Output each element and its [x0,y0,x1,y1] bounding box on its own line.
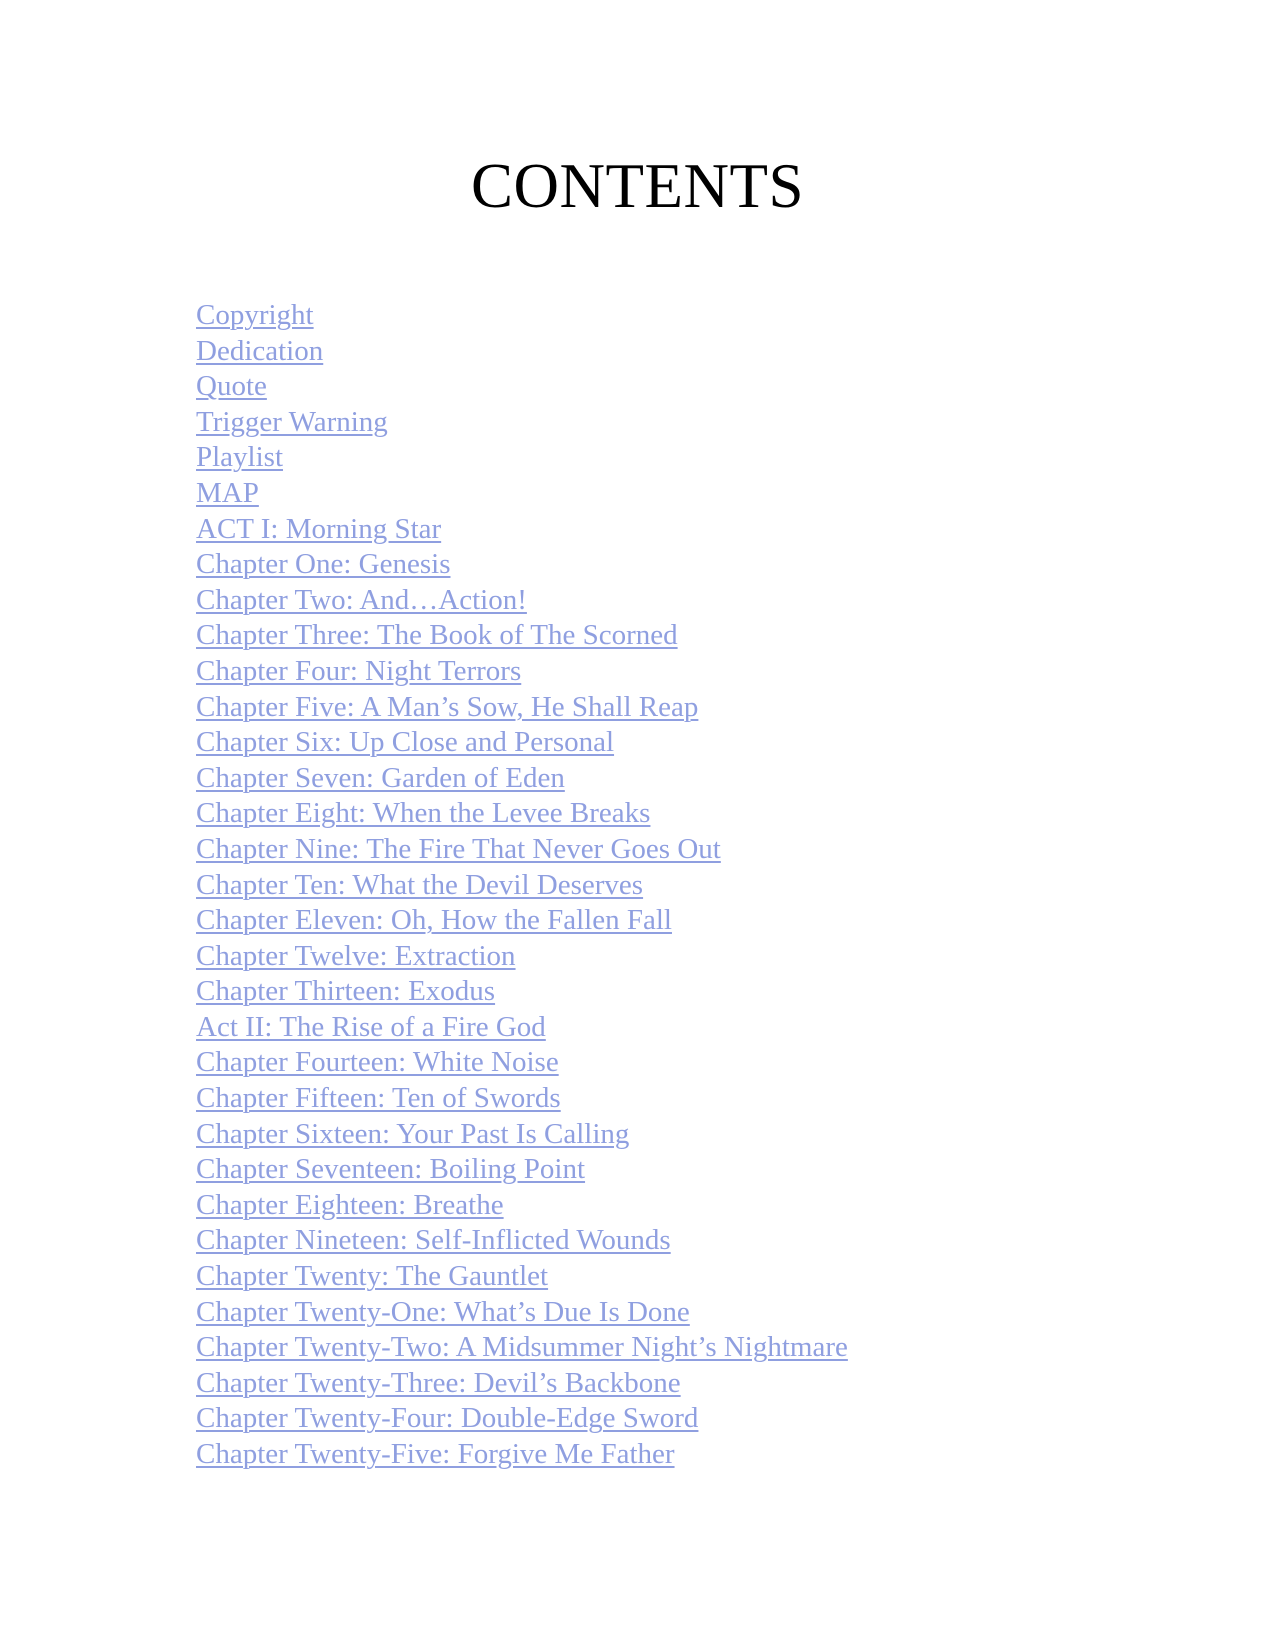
toc-link[interactable]: Chapter One: Genesis [196,548,451,581]
toc-link[interactable]: ACT I: Morning Star [196,512,442,545]
list-item [196,832,848,868]
list-item [196,1366,848,1402]
toc-link[interactable]: Chapter Ten: What the Devil Deserves [196,868,644,901]
toc-link[interactable]: Chapter Eighteen: Breathe [196,1188,504,1221]
list-item [196,547,848,583]
toc-link[interactable]: Chapter Nineteen: Self-Inflicted Wounds [196,1224,671,1257]
list-item [196,1152,848,1188]
list-item [196,405,848,441]
table-of-contents [196,298,848,1473]
list-item [196,512,848,548]
toc-link[interactable]: MAP [196,476,259,509]
list-item [196,1295,848,1331]
toc-link[interactable]: Act II: The Rise of a Fire God [196,1010,546,1043]
toc-link[interactable]: Chapter Two: And…Action! [196,583,527,616]
list-item [196,690,848,726]
toc-link[interactable]: Chapter Thirteen: Exodus [196,975,496,1008]
list-item [196,298,848,334]
toc-link[interactable]: Chapter Twelve: Extraction [196,939,516,972]
toc-link[interactable]: Chapter Twenty-Two: A Midsummer Night’s Nightmare [196,1331,848,1364]
list-item [196,1259,848,1295]
toc-link[interactable]: Chapter Eleven: Oh, How the Fallen Fall [196,904,672,937]
list-item [196,1188,848,1224]
list-item [196,1437,848,1473]
toc-link[interactable]: Chapter Twenty-Four: Double-Edge Sword [196,1402,699,1435]
toc-link[interactable]: Chapter Twenty: The Gauntlet [196,1260,549,1293]
list-item [196,761,848,797]
list-item [196,1401,848,1437]
list-item [196,974,848,1010]
toc-link[interactable]: Chapter Fourteen: White Noise [196,1046,559,1079]
list-item [196,939,848,975]
toc-link[interactable]: Chapter Sixteen: Your Past Is Calling [196,1117,630,1150]
list-item [196,1045,848,1081]
toc-link[interactable]: Chapter Fifteen: Ten of Swords [196,1082,561,1115]
toc-link[interactable]: Chapter Five: A Man’s Sow, He Shall Reap [196,690,699,723]
list-item [196,868,848,904]
page-title: CONTENTS [471,151,804,221]
list-item [196,583,848,619]
toc-link[interactable]: Trigger Warning [196,405,388,438]
list-item [196,1081,848,1117]
toc-link[interactable]: Playlist [196,441,284,474]
list-item [196,476,848,512]
toc-link[interactable]: Chapter Twenty-Five: Forgive Me Father [196,1438,675,1470]
toc-link[interactable]: Copyright [196,299,314,331]
list-item [196,1117,848,1153]
list-item [196,903,848,939]
toc-link[interactable]: Chapter Eight: When the Levee Breaks [196,797,651,830]
toc-link[interactable]: Chapter Seventeen: Boiling Point [196,1153,586,1186]
toc-link[interactable]: Chapter Six: Up Close and Personal [196,726,615,759]
list-item [196,369,848,405]
toc-link[interactable]: Quote [196,370,267,403]
list-item [196,654,848,690]
list-item [196,618,848,654]
toc-link[interactable]: Chapter Three: The Book of The Scorned [196,619,678,652]
list-item [196,1330,848,1366]
list-item [196,1010,848,1046]
toc-link[interactable]: Chapter Twenty-One: What’s Due Is Done [196,1295,690,1328]
list-item [196,725,848,761]
list-item [196,1223,848,1259]
toc-link[interactable]: Chapter Twenty-Three: Devil’s Backbone [196,1366,681,1399]
list-item [196,796,848,832]
toc-link[interactable]: Dedication [196,334,324,367]
toc-link[interactable]: Chapter Seven: Garden of Eden [196,761,565,794]
toc-link[interactable]: Chapter Nine: The Fire That Never Goes Out [196,832,721,865]
list-item [196,440,848,476]
list-item [196,334,848,370]
toc-link[interactable]: Chapter Four: Night Terrors [196,654,522,687]
